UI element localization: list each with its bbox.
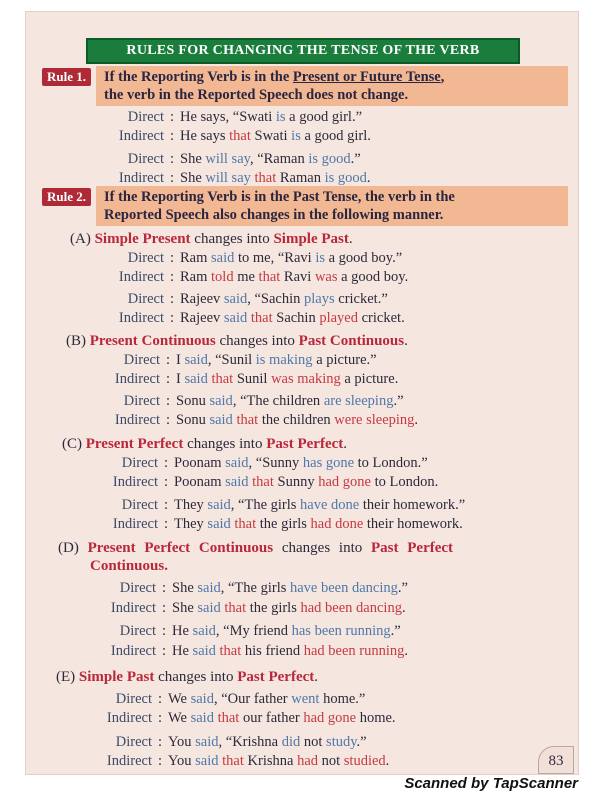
text: Poonam: [174, 474, 226, 490]
verb: said: [195, 753, 219, 769]
text: Ram: [180, 269, 212, 285]
rule1-line1-underlined: Present or Future Tense: [292, 69, 441, 85]
verb: said: [197, 600, 221, 616]
direct-label: Direct: [127, 109, 164, 125]
indirect-label: Indirect: [118, 310, 164, 326]
text: .: [401, 600, 406, 616]
b-example-1-indirect: [92, 370, 398, 388]
a-example-2-direct: [96, 290, 388, 308]
period: .: [348, 231, 353, 247]
text: They: [174, 497, 208, 513]
text: home.”: [319, 691, 366, 707]
verb: said: [223, 291, 248, 307]
text: She: [180, 170, 206, 186]
rule1-line1: [104, 68, 444, 86]
section-d-heading: [58, 539, 453, 557]
section-letter: (A): [70, 231, 91, 247]
colon: :: [157, 734, 163, 750]
c-example-1-indirect: [90, 473, 438, 491]
verb: said: [190, 691, 214, 707]
page-number: 83: [538, 746, 574, 774]
e-example-1-indirect: [84, 709, 396, 727]
direct-label: Direct: [115, 691, 152, 707]
d-example-1-direct: [88, 579, 408, 597]
rule2-line1: If the Reporting Verb is in the Past Tense, the verb in the: [104, 189, 455, 205]
verb: is: [315, 250, 325, 266]
tense-to-continued: Continuous.: [90, 558, 168, 574]
text: I: [176, 371, 185, 387]
text: He: [172, 623, 193, 639]
verb: went: [291, 691, 320, 707]
verb: said: [190, 710, 214, 726]
text: She: [172, 600, 198, 616]
rule1-example-1: [106, 108, 362, 126]
rule1-line2: the verb in the Reported Speech does not change.: [104, 87, 409, 103]
direct-label: Direct: [121, 497, 158, 513]
indirect-label: Indirect: [106, 753, 152, 769]
conjunction: that: [222, 753, 244, 769]
conjunction: that: [250, 310, 273, 326]
colon: :: [157, 710, 163, 726]
direct-label: Direct: [121, 455, 158, 471]
section-e-heading: [56, 668, 318, 686]
verb: said: [225, 455, 249, 471]
text: I: [176, 352, 185, 368]
period: .: [314, 669, 319, 685]
colon: :: [169, 269, 175, 285]
verb: said: [192, 643, 216, 659]
indirect-label: Indirect: [114, 371, 160, 387]
text: the girls: [246, 600, 301, 616]
text: He: [172, 643, 193, 659]
text: not: [318, 753, 344, 769]
conjunction: that: [236, 412, 259, 428]
text: , “Sunil: [207, 352, 256, 368]
section-a-heading: [70, 230, 353, 248]
verb: is making: [255, 352, 313, 368]
scanner-watermark: Scanned by TapScanner: [404, 775, 578, 792]
verb: is good: [324, 170, 367, 186]
tense-to: Past Continuous: [298, 333, 405, 349]
period: .: [404, 333, 408, 349]
text: cricket.”: [334, 291, 388, 307]
d-example-2-indirect: [88, 642, 408, 660]
verb: was making: [271, 371, 341, 387]
colon: :: [169, 151, 175, 167]
verb: said: [184, 371, 208, 387]
section-letter: (B): [66, 333, 86, 349]
b-example-2-direct: [92, 392, 404, 410]
rule1-example-2: [106, 127, 371, 145]
d-example-2-direct: [88, 622, 401, 640]
verb: told: [211, 269, 234, 285]
tense-from: Present Perfect: [85, 436, 184, 452]
a-example-1-indirect: [96, 268, 408, 286]
verb: had: [297, 753, 318, 769]
text: a good boy.: [337, 269, 409, 285]
tense-from: Present Perfect Continuous: [87, 540, 274, 556]
verb: did: [281, 734, 301, 750]
text: Swati: [250, 128, 292, 144]
verb: had been running: [303, 643, 405, 659]
text: .”: [397, 580, 408, 596]
text: Sachin: [272, 310, 320, 326]
e-example-2-indirect: [84, 752, 389, 770]
e-example-1-direct: [84, 690, 365, 708]
text: to London.: [370, 474, 439, 490]
verb: played: [319, 310, 358, 326]
text: to London.”: [354, 455, 428, 471]
text: a picture.: [340, 371, 399, 387]
indirect-label: Indirect: [106, 710, 152, 726]
text: Raman: [276, 170, 325, 186]
b-example-1-direct: [92, 351, 377, 369]
c-example-2-direct: [90, 496, 465, 514]
conjunction: that: [252, 474, 274, 490]
text: Poonam: [174, 455, 226, 471]
colon: :: [165, 371, 171, 387]
text: They: [174, 516, 208, 532]
verb: said: [223, 310, 248, 326]
verb: said: [211, 250, 235, 266]
colon: :: [165, 352, 171, 368]
text: Sonu: [176, 393, 210, 409]
rule1-tag: Rule 1.: [42, 68, 91, 86]
colon: :: [163, 474, 169, 490]
text: the children: [258, 412, 335, 428]
changes-into: changes into: [190, 231, 274, 247]
verb: is: [275, 109, 286, 125]
conjunction: that: [219, 643, 242, 659]
direct-label: Direct: [127, 291, 164, 307]
text: , “My friend: [215, 623, 292, 639]
text: .: [404, 643, 408, 659]
text: , “The girls: [230, 497, 301, 513]
rule1-line1-pre: If the Reporting Verb is in the: [104, 69, 293, 85]
text: You: [168, 753, 196, 769]
verb: had gone: [318, 474, 371, 490]
changes-into: changes into: [273, 540, 372, 556]
colon: :: [157, 753, 163, 769]
direct-label: Direct: [127, 151, 164, 167]
verb: had been dancing: [300, 600, 402, 616]
indirect-label: Indirect: [112, 474, 158, 490]
verb: said: [207, 516, 231, 532]
text: , “Our father: [213, 691, 292, 707]
tense-to: Past Perfect: [266, 436, 344, 452]
verb: said: [207, 497, 231, 513]
text: their homework.”: [359, 497, 466, 513]
text: .”: [390, 623, 401, 639]
text: Ram: [180, 250, 212, 266]
colon: :: [161, 580, 167, 596]
text: , “Sunny: [248, 455, 303, 471]
text: You: [168, 734, 196, 750]
text: .: [366, 170, 371, 186]
colon: :: [161, 643, 167, 659]
text: cricket.: [358, 310, 405, 326]
conjunction: that: [217, 710, 240, 726]
verb: studied: [343, 753, 386, 769]
colon: :: [161, 600, 167, 616]
text: He says: [180, 128, 230, 144]
direct-label: Direct: [115, 734, 152, 750]
colon: :: [165, 412, 171, 428]
textbook-page: [26, 12, 578, 774]
text: a picture.”: [312, 352, 377, 368]
period: .: [343, 436, 348, 452]
colon: :: [169, 109, 175, 125]
verb: study: [326, 734, 357, 750]
verb: has been running: [291, 623, 391, 639]
section-letter: (D): [58, 540, 79, 556]
indirect-label: Indirect: [118, 269, 164, 285]
text: a good girl.”: [285, 109, 363, 125]
text: to me, “Ravi: [234, 250, 316, 266]
text: .”: [350, 151, 361, 167]
text: Ravi: [280, 269, 315, 285]
tense-from: Simple Present: [94, 231, 191, 247]
conjunction: that: [229, 128, 251, 144]
rule1-line1-post: ,: [440, 69, 445, 85]
verb: said: [195, 734, 219, 750]
text: He says, “Swati: [180, 109, 276, 125]
text: Sunny: [273, 474, 319, 490]
text: , “Sachin: [247, 291, 305, 307]
colon: :: [169, 310, 175, 326]
verb: said: [192, 623, 216, 639]
direct-label: Direct: [119, 623, 156, 639]
tense-to: Past Perfect: [237, 669, 315, 685]
verb: said: [209, 393, 233, 409]
conjunction: that: [258, 269, 281, 285]
text: their homework.: [363, 516, 463, 532]
conjunction: that: [254, 170, 277, 186]
text: Sunil: [233, 371, 272, 387]
changes-into: changes into: [215, 333, 299, 349]
text: the girls: [256, 516, 311, 532]
text: a good girl.: [300, 128, 371, 144]
tense-to: Past Perfect: [371, 540, 454, 556]
verb: said: [225, 474, 249, 490]
colon: :: [169, 250, 175, 266]
indirect-label: Indirect: [110, 643, 156, 659]
conjunction: that: [224, 600, 247, 616]
rule1-example-3: [106, 150, 361, 168]
a-example-2-indirect: [96, 309, 405, 327]
verb: were sleeping: [334, 412, 415, 428]
tense-from: Simple Past: [78, 669, 155, 685]
rule2-tag: Rule 2.: [42, 188, 91, 206]
colon: :: [169, 128, 175, 144]
text: his friend: [241, 643, 304, 659]
e-example-2-direct: [84, 733, 367, 751]
verb: said: [197, 580, 221, 596]
verb: have done: [300, 497, 360, 513]
section-letter: (E): [56, 669, 76, 685]
text: , “Krishna: [218, 734, 282, 750]
page-banner: RULES FOR CHANGING THE TENSE OF THE VERB: [86, 38, 520, 64]
colon: :: [163, 455, 169, 471]
indirect-label: Indirect: [112, 516, 158, 532]
verb: had done: [310, 516, 364, 532]
c-example-2-indirect: [90, 515, 463, 533]
indirect-label: Indirect: [118, 128, 164, 144]
changes-into: changes into: [154, 669, 238, 685]
text: .”: [393, 393, 404, 409]
text: .”: [356, 734, 367, 750]
conjunction: that: [211, 371, 234, 387]
colon: :: [161, 623, 167, 639]
verb: will say: [205, 170, 251, 186]
indirect-label: Indirect: [118, 170, 164, 186]
changes-into: changes into: [183, 436, 267, 452]
direct-label: Direct: [123, 352, 160, 368]
text: our father: [239, 710, 304, 726]
verb: had gone: [303, 710, 357, 726]
text: .: [414, 412, 419, 428]
text: , “Raman: [249, 151, 309, 167]
text: home.: [356, 710, 396, 726]
text: She: [172, 580, 198, 596]
text: We: [168, 691, 191, 707]
verb: will say: [205, 151, 250, 167]
verb: said: [209, 412, 233, 428]
colon: :: [163, 497, 169, 513]
text: Rajeev: [180, 310, 224, 326]
section-b-heading: [66, 332, 408, 350]
verb: is good: [308, 151, 351, 167]
text: We: [168, 710, 191, 726]
direct-label: Direct: [127, 250, 164, 266]
colon: :: [169, 291, 175, 307]
section-c-heading: [62, 435, 347, 453]
text: Krishna: [243, 753, 298, 769]
verb: plays: [304, 291, 335, 307]
c-example-1-direct: [90, 454, 428, 472]
indirect-label: Indirect: [110, 600, 156, 616]
a-example-1-direct: [96, 249, 402, 267]
text: .: [385, 753, 390, 769]
tense-to: Simple Past: [273, 231, 349, 247]
text: Rajeev: [180, 291, 224, 307]
indirect-label: Indirect: [114, 412, 160, 428]
section-d-heading-cont: [90, 557, 168, 575]
section-letter: (C): [62, 436, 82, 452]
verb: have been dancing: [290, 580, 398, 596]
text: She: [180, 151, 206, 167]
colon: :: [169, 170, 175, 186]
text: , “The girls: [220, 580, 290, 596]
colon: :: [157, 691, 163, 707]
verb: said: [184, 352, 208, 368]
verb: is: [291, 128, 301, 144]
verb: are sleeping: [323, 393, 394, 409]
conjunction: that: [234, 516, 257, 532]
rule1-example-4: [106, 169, 371, 187]
direct-label: Direct: [119, 580, 156, 596]
colon: :: [163, 516, 169, 532]
colon: :: [165, 393, 171, 409]
direct-label: Direct: [123, 393, 160, 409]
tense-from: Present Continuous: [89, 333, 216, 349]
rule2-line2: Reported Speech also changes in the following manner.: [104, 207, 444, 223]
text: , “The children: [232, 393, 324, 409]
d-example-1-indirect: [88, 599, 406, 617]
text: a good boy.”: [325, 250, 403, 266]
text: not: [300, 734, 327, 750]
text: me: [233, 269, 259, 285]
b-example-2-indirect: [92, 411, 418, 429]
text: Sonu: [176, 412, 210, 428]
verb: was: [314, 269, 338, 285]
verb: has gone: [302, 455, 355, 471]
